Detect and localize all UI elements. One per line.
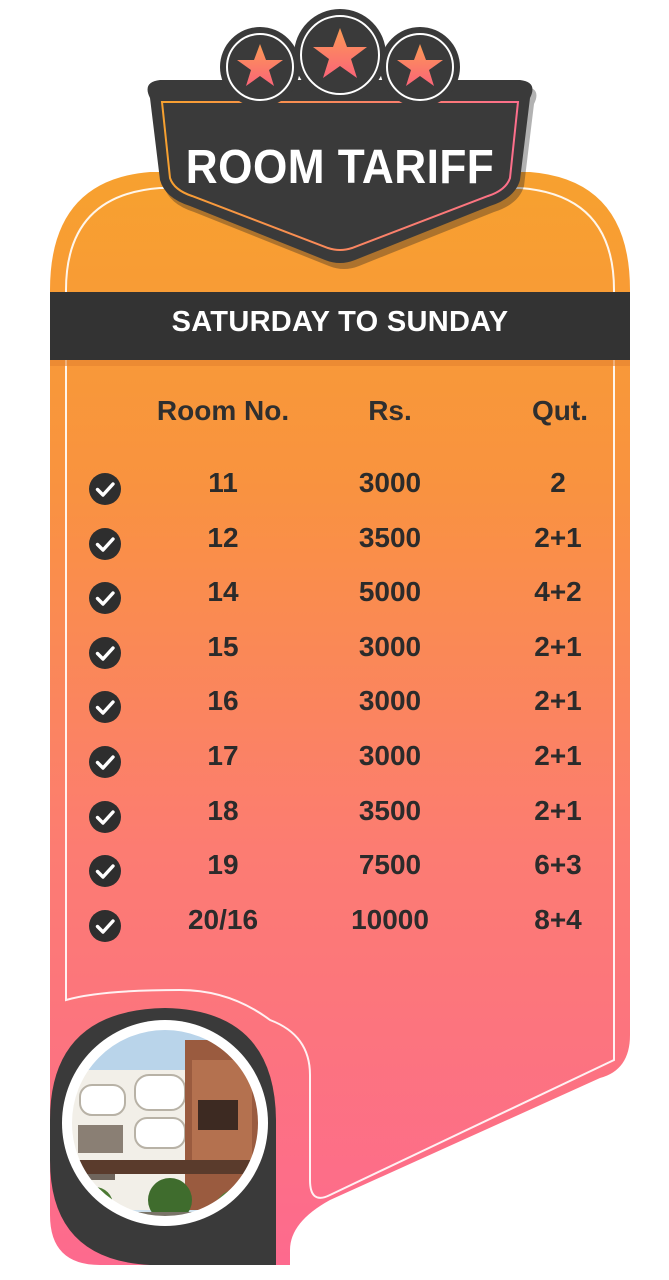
cell-room-no: 15 (207, 631, 239, 662)
check-circle-icon (89, 855, 121, 887)
cell-rate: 3000 (358, 467, 422, 498)
cell-rate: 3500 (358, 522, 422, 553)
hotel-photo (50, 1008, 276, 1265)
cell-rate: 3000 (358, 740, 422, 771)
cell-room-no: 19 (207, 849, 239, 880)
cell-room-no: 20/16 (187, 904, 259, 935)
cell-room-no: 11 (208, 467, 238, 498)
cell-rate: 3000 (358, 631, 422, 662)
cell-rate: 3500 (358, 795, 422, 826)
cell-quantity: 6+3 (534, 849, 582, 880)
check-circle-icon (89, 910, 121, 942)
page-title: ROOM TARIFF (185, 141, 495, 194)
date-range-label: SATURDAY TO SUNDAY (171, 306, 509, 338)
check-circle-icon (89, 637, 121, 669)
cell-rate: 3000 (358, 685, 422, 716)
header-quantity: Qut. (532, 395, 588, 426)
cell-quantity: 4+2 (534, 576, 582, 607)
cell-rate: 5000 (358, 576, 422, 607)
check-circle-icon (89, 582, 121, 614)
check-circle-icon (89, 528, 121, 560)
cell-quantity: 2+1 (534, 685, 582, 716)
check-circle-icon (89, 691, 121, 723)
cell-quantity: 2+1 (534, 795, 582, 826)
cell-room-no: 16 (207, 685, 239, 716)
header-room-no: Room No. (156, 395, 290, 426)
cell-room-no: 18 (207, 795, 239, 826)
cell-quantity: 2+1 (534, 740, 582, 771)
check-circle-icon (89, 746, 121, 778)
check-circle-icon (89, 473, 121, 505)
cell-rate: 7500 (358, 849, 422, 880)
cell-quantity: 2+1 (534, 631, 582, 662)
cell-room-no: 17 (207, 740, 239, 771)
cell-room-no: 14 (207, 576, 239, 607)
badge-stars (220, 9, 460, 107)
cell-quantity: 8+4 (534, 904, 582, 935)
cell-quantity: 2+1 (534, 522, 582, 553)
header-rate: Rs. (368, 395, 412, 426)
cell-quantity: 2 (550, 467, 566, 498)
cell-room-no: 12 (207, 522, 239, 553)
cell-rate: 10000 (351, 904, 429, 935)
check-circle-icon (89, 801, 121, 833)
